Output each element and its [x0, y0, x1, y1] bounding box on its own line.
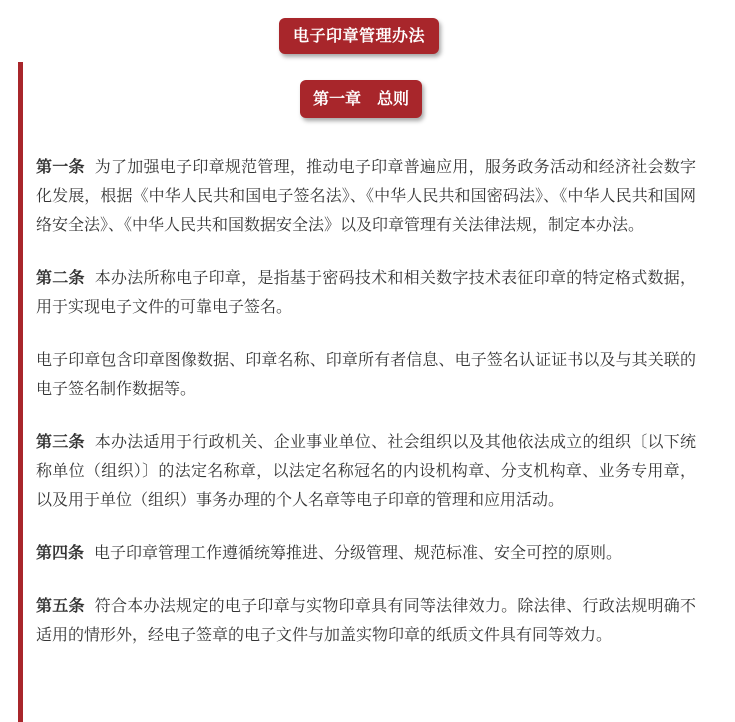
left-accent-bar	[18, 62, 23, 722]
article-body	[36, 152, 696, 673]
article-2-continued	[36, 345, 696, 403]
article-label: 第三条	[36, 432, 85, 451]
article-label: 第一条	[36, 157, 85, 176]
document-title: 电子印章管理办法	[279, 18, 439, 54]
chapter-title: 第一章 总则	[300, 80, 422, 118]
article-text: 符合本办法规定的电子印章与实物印章具有同等法律效力。除法律、行政法规明确不适用的情形外，经电子签章的电子文件与加盖实物印章的纸质文件具有同等效力。	[36, 596, 696, 644]
article-3	[36, 427, 696, 514]
article-label: 第五条	[36, 596, 85, 615]
article-text: 电子印章管理工作遵循统筹推进、分级管理、规范标准、安全可控的原则。	[94, 543, 623, 562]
article-2	[36, 263, 696, 321]
article-4	[36, 538, 696, 567]
article-label: 第四条	[36, 543, 85, 562]
article-5	[36, 591, 696, 649]
article-label: 第二条	[36, 268, 85, 287]
article-text: 本办法所称电子印章，是指基于密码技术和相关数字技术表征印章的特定格式数据，用于实现电子文件的可靠电子签名。	[36, 268, 696, 316]
article-text: 为了加强电子印章规范管理，推动电子印章普遍应用，服务政务活动和经济社会数字化发展，根据《中华人民共和国电子签名法》、《中华人民共和国密码法》、《中华人民共和国网络安全法》、《中华人民共和国数据安全法》以及印章管理有关法律法规，制定本办法。	[36, 157, 696, 234]
article-text: 本办法适用于行政机关、企业事业单位、社会组织以及其他依法成立的组织〔以下统称单位（组织）〕的法定名称章，以法定名称冠名的内设机构章、分支机构章、业务专用章，以及用于单位（组织）事务办理的个人名章等电子印章的管理和应用活动。	[36, 432, 696, 509]
article-text: 电子印章包含印章图像数据、印章名称、印章所有者信息、电子签名认证证书以及与其关联的电子签名制作数据等。	[36, 350, 696, 398]
article-1	[36, 152, 696, 239]
